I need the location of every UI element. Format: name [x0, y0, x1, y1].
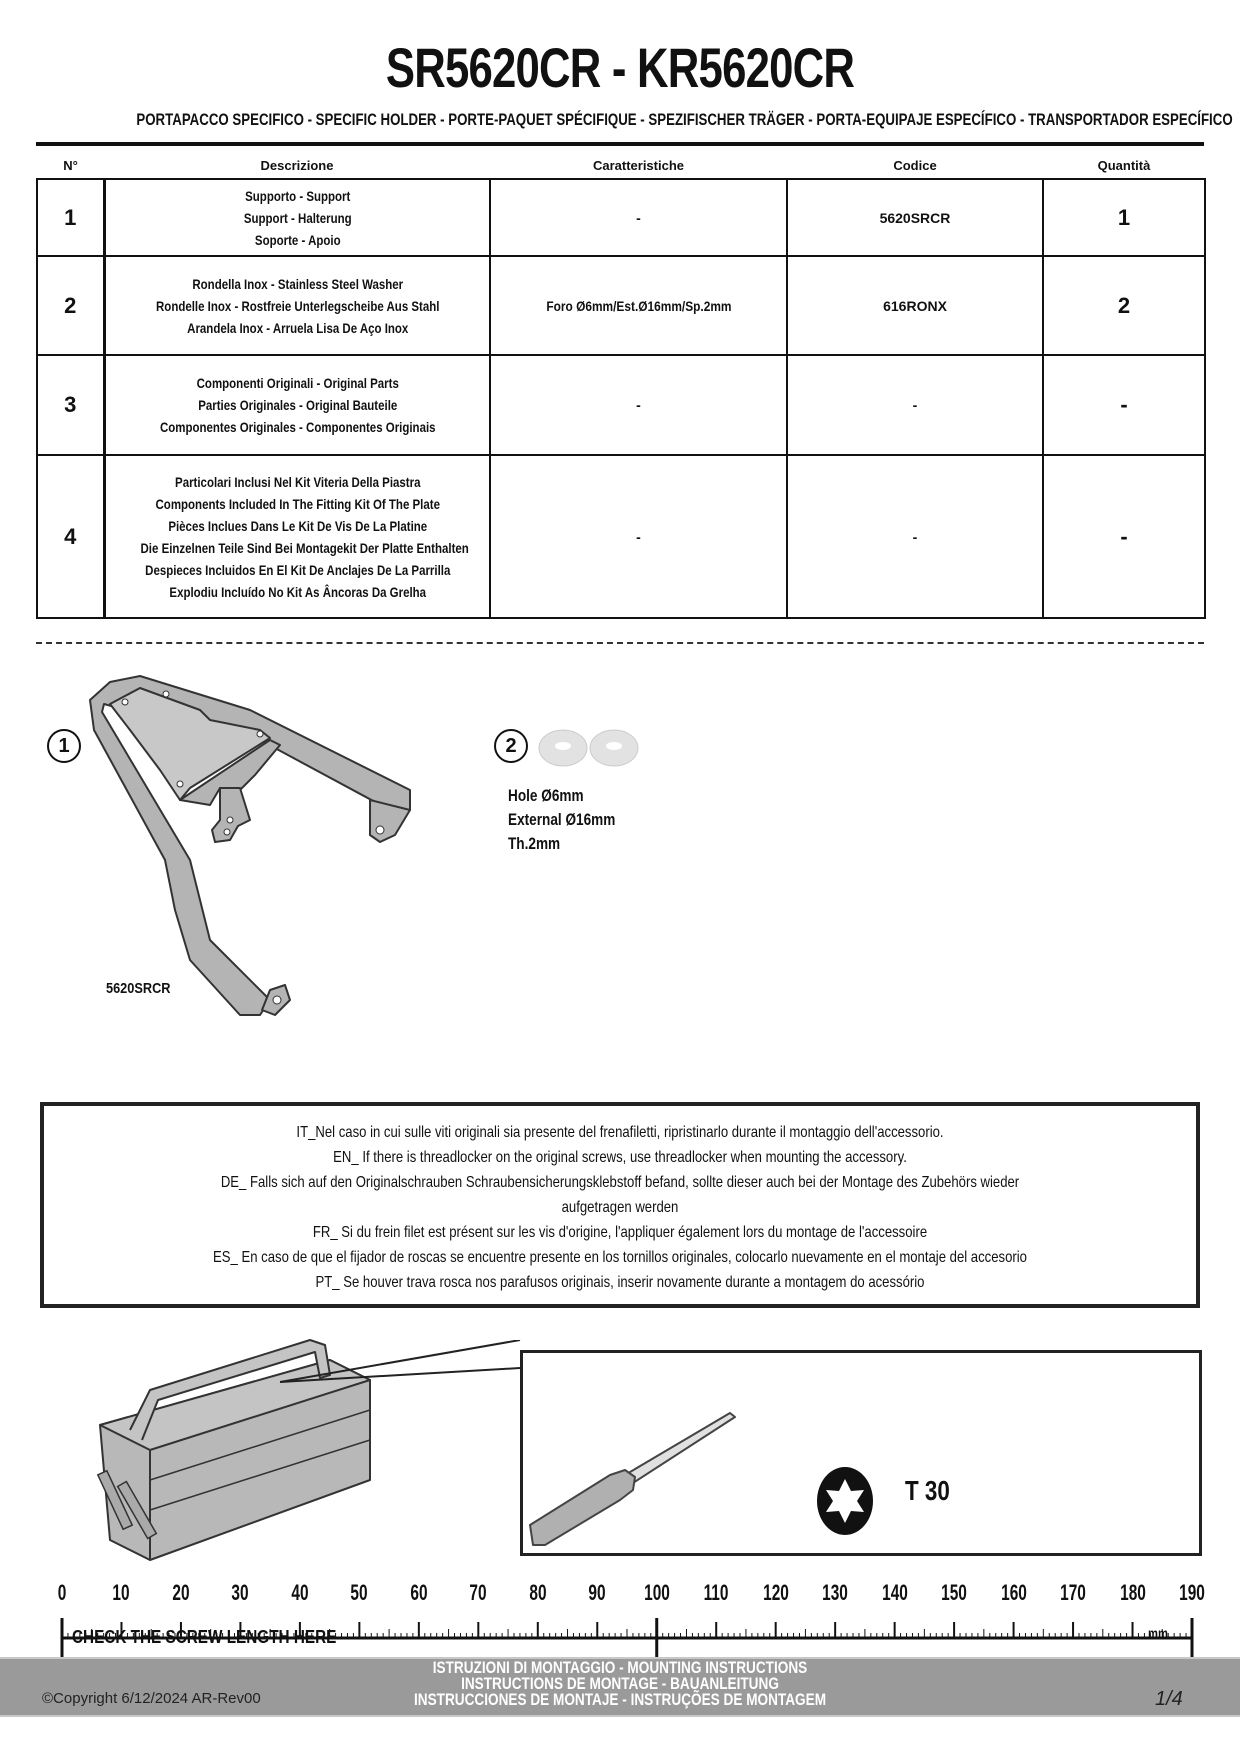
footer-title	[0, 1660, 1240, 1708]
footer-title-line: ISTRUZIONI DI MONTAGGIO - MOUNTING INSTRUCTIONS	[432, 1658, 808, 1677]
row-description	[104, 455, 490, 618]
row-quantity: -	[1043, 355, 1205, 455]
table-row	[37, 179, 1205, 256]
characteristics-text: Foro Ø6mm/Est.Ø16mm/Sp.2mm	[545, 297, 732, 314]
row-description	[104, 256, 490, 355]
column-header-code: Codice	[893, 157, 937, 173]
ruler-tick-label: 140	[881, 1580, 908, 1605]
row-number: 3	[37, 355, 104, 455]
row-code: -	[787, 455, 1043, 618]
column-header-quantity: Quantità	[1097, 157, 1151, 173]
ruler-tick-label: 90	[588, 1580, 606, 1605]
header-rule	[36, 142, 1204, 146]
row-characteristics: -	[490, 455, 787, 618]
callout-item-2: 2	[494, 729, 528, 763]
row-number: 4	[37, 455, 104, 618]
row-quantity: -	[1043, 455, 1205, 618]
description-line: Despieces Incluidos En El Kit De Anclajes De La Parrilla	[144, 561, 450, 578]
page-number: 1/4	[1155, 1688, 1183, 1710]
footer-title-line: INSTRUCTIONS DE MONTAGE - BAUANLEITUNG	[461, 1674, 779, 1693]
description-line: Arandela Inox - Arruela Lisa De Aço Inox	[186, 319, 408, 336]
description-line: Rondelle Inox - Rostfreie Unterlegscheibe Aus Stahl	[155, 297, 439, 314]
washers-drawing	[537, 728, 643, 768]
ruler-tick-label: 130	[822, 1580, 849, 1605]
ruler-tick-label: 110	[703, 1580, 729, 1605]
note-line-es: ES_ En caso de que el fijador de roscas se encuentre presente en los tornillos originales, colocarlo nuevamente en el montaje del accesorio	[213, 1249, 1027, 1266]
ruler-unit: mm	[1148, 1625, 1168, 1641]
description-line: Componenti Originali - Original Parts	[196, 375, 399, 391]
row-description	[104, 355, 490, 455]
row-code: -	[787, 355, 1043, 455]
description-line: Die Einzelnen Teile Sind Bei Montagekit Der Platte Enthalten	[140, 539, 469, 556]
row-number: 1	[37, 179, 104, 256]
ruler-tick-label: 170	[1060, 1580, 1086, 1605]
washer-hole-spec: Hole Ø6mm	[508, 786, 584, 805]
description-line: Parties Originales - Original Bauteile	[197, 397, 397, 413]
description-line: Rondella Inox - Stainless Steel Washer	[191, 275, 403, 292]
ruler-tick-label: 70	[469, 1580, 487, 1605]
ruler-tick-label: 20	[172, 1580, 190, 1605]
parts-table	[36, 152, 1206, 619]
ruler-tick-label: 50	[350, 1580, 368, 1605]
row-description	[104, 179, 490, 256]
ruler-tick-label: 160	[1000, 1580, 1027, 1605]
screwdriver-icon	[525, 1405, 795, 1555]
torx-size-label: T 30	[905, 1475, 950, 1506]
document-subtitle: PORTAPACCO SPECIFICO - SPECIFIC HOLDER - PORTE-PAQUET SPÉCIFIQUE - SPEZIFISCHER TRÄGER - PORTA-EQUIPAJE ESPECÍFICO - TRANSPORTADOR ESPECÍFICO	[136, 110, 1233, 129]
row-code: 616RONX	[787, 256, 1043, 355]
column-header-characteristics: Caratteristiche	[592, 157, 685, 173]
row-characteristics	[490, 256, 787, 355]
note-line-en: EN_ If there is threadlocker on the original screws, use threadlocker when mounting the accessory.	[333, 1149, 907, 1166]
ruler-tick-label: 180	[1119, 1580, 1146, 1605]
note-line-it: IT_Nel caso in cui sulle viti originali sia presente del frenafiletti, ripristinarlo durante il montaggio dell'accessorio.	[296, 1124, 944, 1141]
ruler-caption: CHECK THE SCREW LENGTH HERE	[72, 1627, 337, 1647]
document-title: SR5620CR - KR5620CR	[385, 36, 855, 99]
note-line-pt: PT_ Se houver trava rosca nos parafusos originais, inserir novamente durante a montagem do acessório	[315, 1274, 925, 1291]
description-line: Pièces Inclues Dans Le Kit De Vis De La Platine	[167, 517, 427, 534]
row-characteristics: -	[490, 355, 787, 455]
column-header-description: Descrizione	[260, 157, 334, 173]
column-header-number: N°	[63, 157, 78, 173]
ruler-tick-label: 120	[762, 1580, 789, 1605]
table-header-row	[37, 152, 1205, 179]
threadlocker-note	[40, 1102, 1200, 1308]
ruler-tick-label: 40	[291, 1580, 309, 1605]
torx-icon	[815, 1465, 875, 1537]
row-quantity: 1	[1043, 179, 1205, 256]
description-line: Explodiu Incluído No Kit As Âncoras Da Grelha	[168, 583, 426, 600]
washer-thickness-spec: Th.2mm	[508, 834, 561, 853]
copyright-text: ©Copyright 6/12/2024 AR-Rev00	[42, 1690, 261, 1707]
description-line: Supporto - Support	[244, 187, 350, 204]
table-row	[37, 256, 1205, 355]
ruler-tick-label: 30	[231, 1580, 249, 1605]
ruler-tick-label: 0	[57, 1580, 67, 1605]
ruler-tick-label: 100	[643, 1580, 670, 1605]
ruler-tick-label: 150	[941, 1580, 967, 1605]
note-line-fr: FR_ Si du frein filet est présent sur les vis d'origine, l'appliquer également lors du montage de l'accessoire	[312, 1224, 928, 1241]
callout-item-1: 1	[47, 729, 81, 763]
description-line: Soporte - Apoio	[254, 231, 341, 248]
note-line-de: DE_ Falls sich auf den Originalschrauben Schraubensicherungsklebstoff befand, sollte dieser auch bei der Montage des Zubehörs wieder	[220, 1174, 1020, 1191]
description-line: Support - Halterung	[243, 209, 352, 226]
item-1-code-label: 5620SRCR	[106, 980, 171, 997]
washer-external-spec: External Ø16mm	[508, 810, 616, 829]
rack-support-drawing	[80, 670, 460, 1030]
footer-title-line: INSTRUCCIONES DE MONTAJE - INSTRUÇÕES DE MONTAGEM	[413, 1690, 827, 1709]
description-line: Particolari Inclusi Nel Kit Viteria Della Piastra	[174, 473, 420, 490]
description-line: Components Included In The Fitting Kit Of The Plate	[155, 495, 440, 512]
row-characteristics: -	[490, 179, 787, 256]
ruler-tick-label: 80	[529, 1580, 547, 1605]
ruler-tick-label: 60	[410, 1580, 428, 1605]
ruler-tick-label: 10	[112, 1580, 131, 1605]
table-row	[37, 355, 1205, 455]
table-row	[37, 455, 1205, 618]
row-quantity: 2	[1043, 256, 1205, 355]
note-line-de-cont: aufgetragen werden	[561, 1199, 679, 1216]
ruler-tick-label: 190	[1179, 1580, 1205, 1605]
row-code: 5620SRCR	[787, 179, 1043, 256]
section-divider	[36, 642, 1204, 644]
callout-pointer	[280, 1340, 530, 1400]
row-number: 2	[37, 256, 104, 355]
description-line: Componentes Originales - Componentes Originais	[159, 419, 436, 435]
